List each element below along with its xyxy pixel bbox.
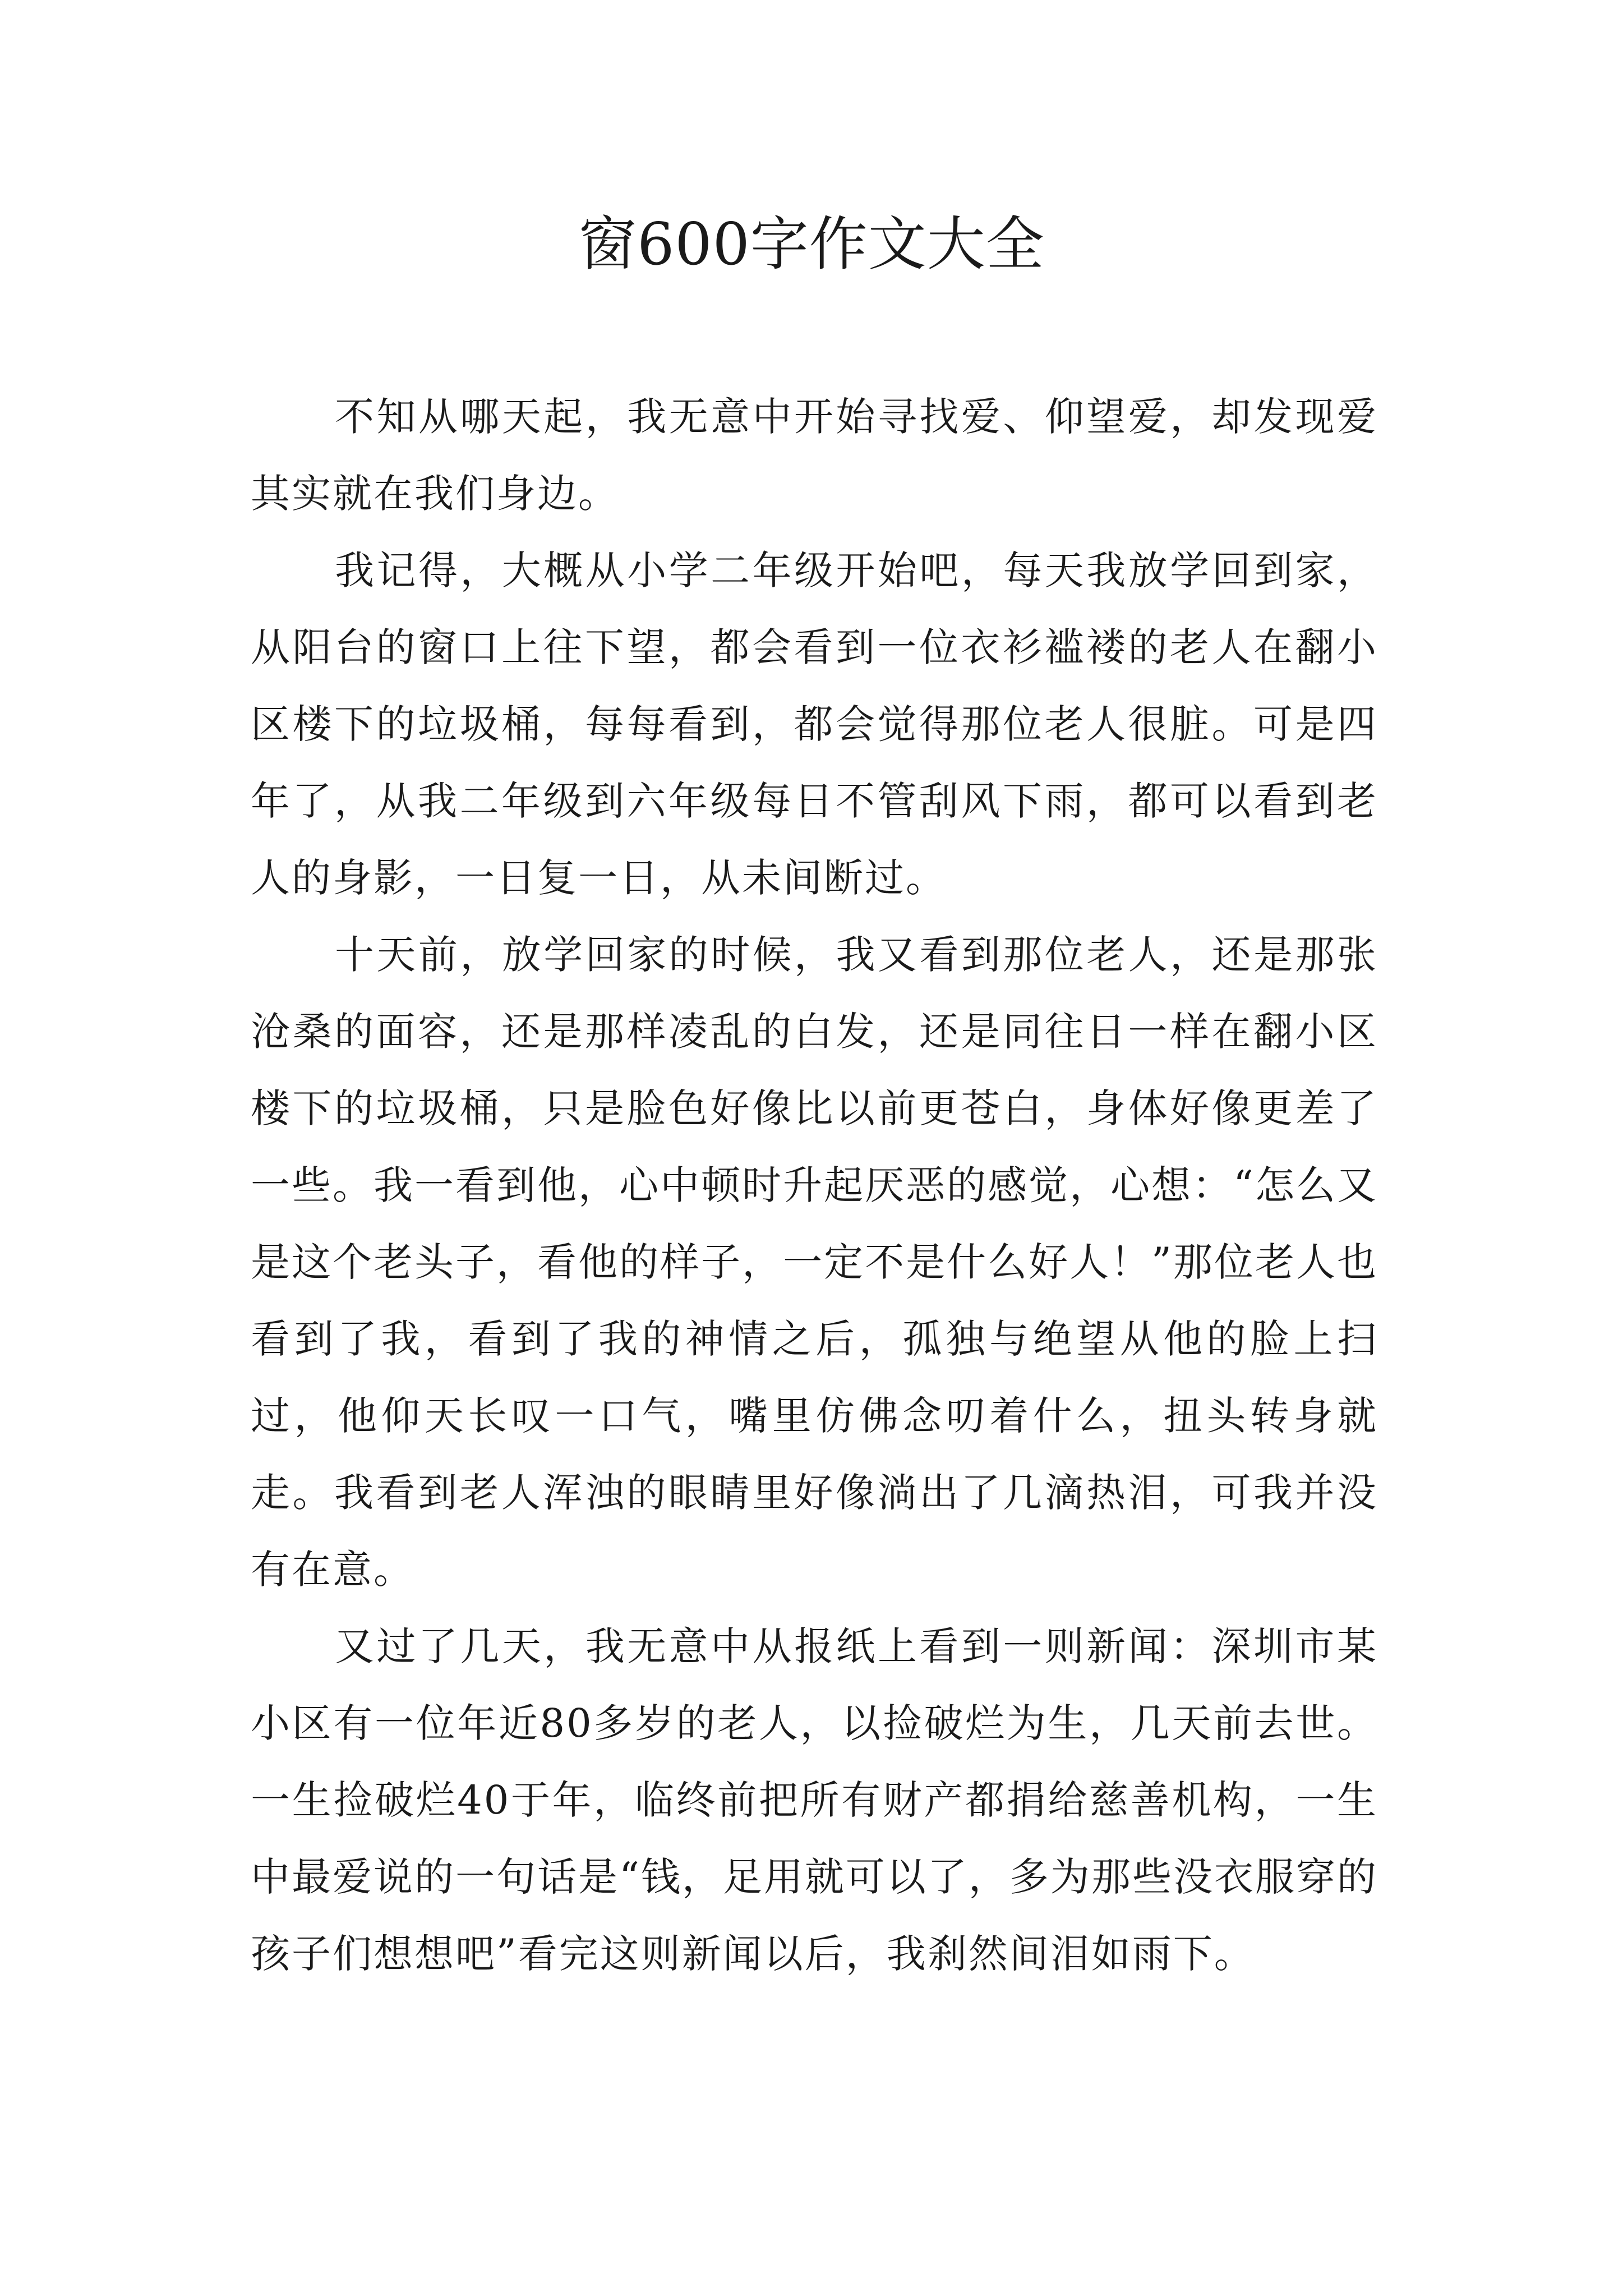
paragraph: 我记得，大概从小学二年级开始吧，每天我放学回到家，从阳台的窗口上往下望，都会看到一位衣衫褴褛的老人在翻小区楼下的垃圾桶，每每看到，都会觉得那位老人很脏。可是四年了，从我二年级到六年级每日不管刮风下雨，都可以看到老人的身影，一日复一日，从未间断过。 (251, 547, 1378, 901)
document-body (251, 379, 1378, 1993)
paragraph: 又过了几天，我无意中从报纸上看到一则新闻：深圳市某小区有一位年近80多岁的老人，以捡破烂为生，几天前去世。一生捡破烂40于年，临终前把所有财产都捐给慈善机构，一生中最爱说的一句话是“钱，足用就可以了，多为那些没衣服穿的孩子们想想吧”看完这则新闻以后，我刹然间泪如雨下。 (251, 1623, 1378, 1977)
paragraph: 不知从哪天起，我无意中开始寻找爱、仰望爱，却发现爱其实就在我们身边。 (251, 394, 1378, 517)
document-title: 窗600字作文大全 (578, 210, 1045, 278)
paragraph: 十天前，放学回家的时候，我又看到那位老人，还是那张沧桑的面容，还是那样凌乱的白发，还是同往日一样在翻小区楼下的垃圾桶，只是脸色好像比以前更苍白，身体好像更差了一些。我一看到他，心中顿时升起厌恶的感觉，心想：“怎么又是这个老头子，看他的样子，一定不是什么好人！”那位老人也看到了我，看到了我的神情之后，孤独与绝望从他的脸上扫过，他仰天长叹一口气，嘴里仿佛念叨着什么，扭头转身就走。我看到老人浑浊的眼睛里好像淌出了几滴热泪，可我并没有在意。 (251, 932, 1378, 1593)
